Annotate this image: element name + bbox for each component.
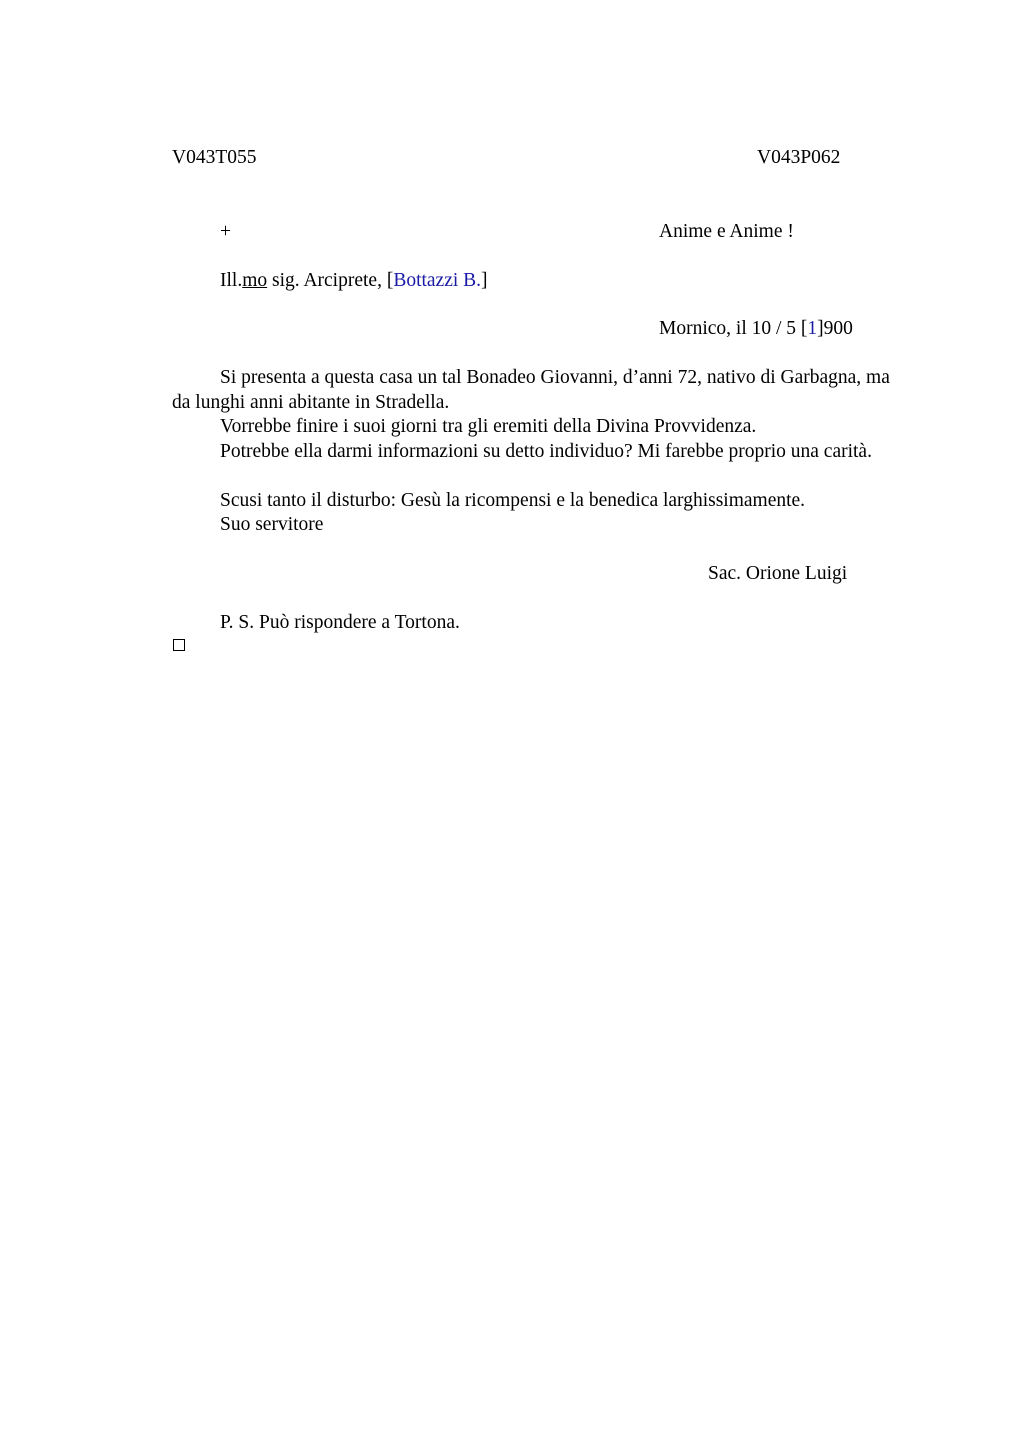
document-code-right: V043P062 (757, 147, 841, 168)
end-marker-box (173, 639, 185, 651)
letter-closing: Suo servitore (220, 514, 324, 535)
motto: Anime e Anime ! (659, 221, 794, 242)
cross-symbol: + (220, 221, 231, 242)
salutation-abbreviation: mo (242, 270, 268, 291)
signature: Sac. Orione Luigi (708, 563, 848, 584)
date-editorial-digit: 1 (807, 318, 818, 339)
place-date-suffix: ]900 (817, 318, 853, 339)
letter-body-paragraph-1: Si presenta a questa casa un tal Bonadeo Giovanni, d’anni 72, nativo di Garbagna, ma da lunghi anni abitante in Stradella. (172, 367, 890, 413)
place-date-prefix: Mornico, il 10 / 5 [ (659, 318, 808, 339)
salutation-text: sig. Arciprete, [ (267, 270, 394, 291)
place-date (659, 317, 853, 341)
letter-body-paragraph-4: Scusi tanto il disturbo: Gesù la ricompensi e la benedica larghissimamente. (220, 489, 806, 511)
document-code-left: V043T055 (172, 147, 257, 168)
recipient-name: Bottazzi B. (393, 270, 482, 291)
salutation-suffix: ] (481, 270, 488, 291)
letter-body-paragraph-3: Potrebbe ella darmi informazioni su detto individuo? Mi farebbe proprio una carità. (220, 440, 872, 462)
salutation-prefix: Ill. (220, 270, 243, 291)
salutation (220, 269, 488, 293)
letter-body-paragraph-2: Vorrebbe finire i suoi giorni tra gli eremiti della Divina Provvidenza. (220, 416, 757, 437)
postscript: P. S. Può rispondere a Tortona. (220, 612, 460, 633)
